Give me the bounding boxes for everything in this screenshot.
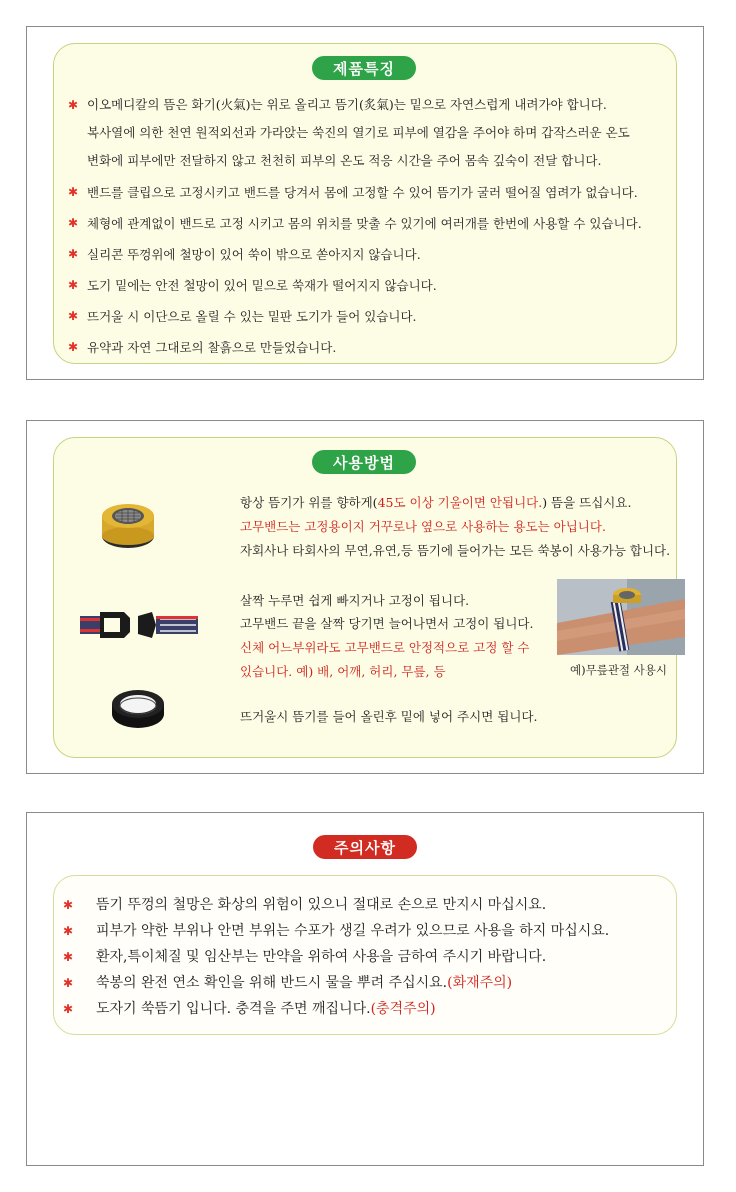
feature-line: 이오메디칼의 뜸은 화기(火氣)는 위로 올리고 뜸기(炙氣)는 밑으로 자연스럽게 내려가야 합니다.: [87, 97, 607, 112]
feature-item: [54, 91, 674, 177]
usage-text: ) 뜸을 뜨십시요.: [542, 495, 632, 510]
usage-section: [26, 420, 704, 774]
caution-text: 피부가 약한 부위나 안면 부위는 수포가 생길 우려가 있으므로 사용을 하지 마십시요.: [96, 923, 610, 939]
caution-item: [54, 944, 674, 970]
usage-warning-line: 신체 어느부위라도 고무밴드로 안정적으로 고정 할 수: [240, 640, 530, 655]
features-section: [26, 26, 704, 380]
feature-item: [54, 270, 674, 301]
usage-text: 항상 뜸기가 위를 향하게(: [240, 495, 378, 510]
caution-item: [54, 892, 674, 918]
asterisk-bullet-icon: ✱: [63, 924, 74, 938]
asterisk-bullet-icon: ✱: [63, 1002, 74, 1016]
usage-line: 뜨거울시 뜸기를 들어 올린후 밑에 넣어 주시면 됩니다.: [240, 709, 538, 724]
feature-item: [54, 332, 674, 363]
usage-warning: 45도 이상 기울이면 안됩니다.: [377, 495, 543, 510]
caution-text: 도자기 쑥뜸기 입니다. 충격을 주면 깨집니다.: [96, 1001, 371, 1017]
usage-warning-line: 있습니다. 예) 배, 어깨, 허리, 무릎, 등: [240, 664, 446, 679]
asterisk-bullet-icon: ✱: [63, 950, 74, 964]
caution-text: 환자,특이체질 및 임산부는 만약을 위하여 사용을 금하여 주시기 바랍니다.: [96, 949, 547, 965]
caution-text: 뜸기 뚜껑의 철망은 화상의 위험이 있으니 절대로 손으로 만지시 마십시요.: [96, 897, 547, 913]
usage-line: [240, 493, 631, 511]
asterisk-bullet-icon: ✱: [68, 185, 79, 199]
usage-title: 사용방법: [312, 450, 416, 474]
usage-panel: [53, 437, 677, 758]
asterisk-bullet-icon: ✱: [68, 278, 79, 292]
caution-list: [54, 892, 674, 1022]
caution-note: (화재주의): [447, 975, 513, 991]
feature-item: [54, 177, 674, 208]
base-ring-image: [110, 684, 166, 734]
asterisk-bullet-icon: ✱: [68, 98, 79, 112]
feature-line: 체형에 관계없이 밴드로 고정 시키고 몸의 위치를 맞출 수 있기에 여러개를 한번에 사용할 수 있습니다.: [87, 216, 642, 231]
feature-item: [54, 301, 674, 332]
features-list: [54, 91, 674, 363]
feature-line: 밴드를 클립으로 고정시키고 밴드를 당겨서 몸에 고정할 수 있어 뜸기가 굴러 떨어질 염려가 없습니다.: [87, 185, 638, 200]
caution-section: [26, 812, 704, 1166]
feature-item: [54, 208, 674, 239]
caution-item: [54, 970, 674, 996]
asterisk-bullet-icon: ✱: [68, 216, 79, 230]
features-panel: [53, 43, 677, 364]
feature-line: 변화에 피부에만 전달하지 않고 천천히 피부의 온도 적응 시간을 주어 몸속 깊숙이 전달 합니다.: [87, 153, 602, 168]
asterisk-bullet-icon: ✱: [68, 309, 79, 323]
asterisk-bullet-icon: ✱: [68, 340, 79, 354]
band-clip-image: [80, 604, 198, 646]
asterisk-bullet-icon: ✱: [68, 247, 79, 261]
asterisk-bullet-icon: ✱: [63, 898, 74, 912]
moxa-cup-image: [98, 496, 158, 552]
caution-item: [54, 918, 674, 944]
feature-line: 도기 밑에는 안전 철망이 있어 밑으로 쑥재가 떨어지지 않습니다.: [87, 278, 437, 293]
caution-note: (충격주의): [370, 1001, 436, 1017]
usage-warning-line: 고무밴드는 고정용이지 거꾸로나 옆으로 사용하는 용도는 아닙니다.: [240, 519, 606, 534]
caution-panel: [53, 875, 677, 1035]
feature-item: [54, 239, 674, 270]
feature-line: 뜨거울 시 이단으로 올릴 수 있는 밑판 도기가 들어 있습니다.: [87, 309, 417, 324]
asterisk-bullet-icon: ✱: [63, 976, 74, 990]
caution-title: 주의사항: [313, 835, 417, 859]
arm-usage-photo: [557, 579, 685, 655]
usage-line: 고무밴드 끝을 살짝 당기면 늘어나면서 고정이 됩니다.: [240, 616, 534, 631]
arm-photo-caption: 예)무릎관절 사용시: [570, 663, 668, 677]
caution-text: 쑥봉의 완전 연소 확인을 위해 반드시 물을 뿌려 주십시요.: [96, 975, 448, 991]
feature-line: 유약과 자연 그대로의 찰흙으로 만들었습니다.: [87, 340, 337, 355]
feature-line: 복사열에 의한 천연 원적외선과 가라앉는 쑥진의 열기로 피부에 열감을 주어야 하며 갑작스러운 온도: [87, 125, 630, 140]
usage-line: 살짝 누루면 쉽게 빠지거나 고정이 됩니다.: [240, 593, 470, 608]
usage-line: 자회사나 타회사의 무연,유연,등 뜸기에 들어가는 모든 쑥봉이 사용가능 합니다.: [240, 543, 671, 558]
features-title: 제품특징: [312, 56, 416, 80]
feature-line: 실리콘 뚜껑위에 철망이 있어 쑥이 밖으로 쏟아지지 않습니다.: [87, 247, 421, 262]
caution-item: [54, 996, 674, 1022]
